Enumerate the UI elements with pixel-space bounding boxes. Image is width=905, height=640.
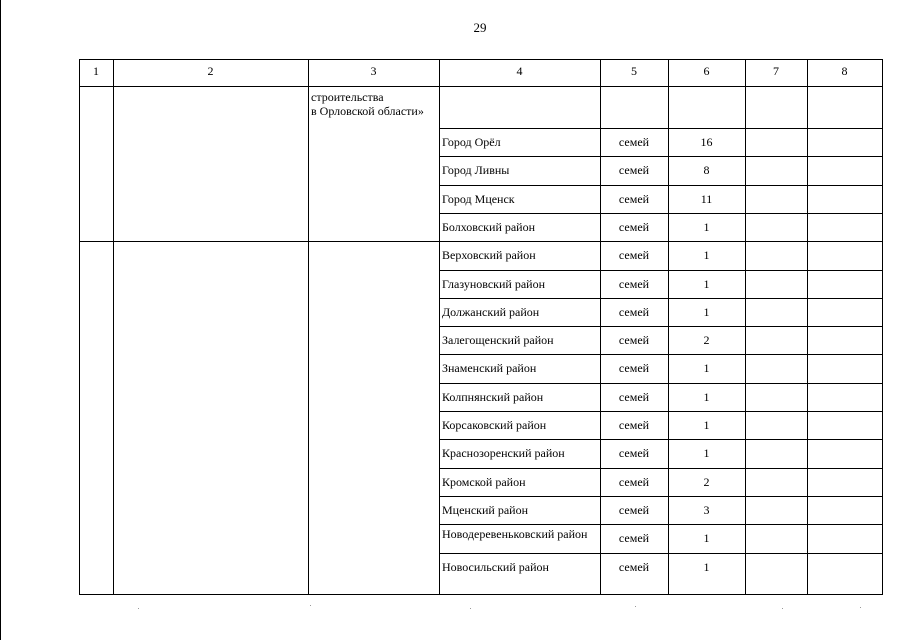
table-row-name: Город Мценск	[442, 192, 515, 206]
table-row-name: Город Орёл	[442, 135, 501, 149]
table-row-value: 1	[703, 361, 710, 375]
column-header-6: 6	[703, 64, 710, 78]
row-border-14	[439, 524, 883, 525]
table-row-value: 1	[703, 248, 710, 262]
table-row-name: Должанский район	[442, 305, 540, 319]
column-border-2	[308, 59, 309, 595]
table-row-value: 1	[703, 305, 710, 319]
table-row-name: Мценский район	[442, 503, 529, 517]
table-row-name: Кромской район	[442, 475, 526, 489]
column-border-6	[745, 59, 746, 595]
table-row-unit: семей	[618, 475, 650, 489]
table-row-name: Новосильский район	[442, 560, 549, 574]
table-row-value: 2	[703, 475, 710, 489]
table-row-unit: семей	[618, 192, 650, 206]
table-row-unit: семей	[618, 277, 650, 291]
column-header-2: 2	[207, 64, 214, 78]
row-border-11	[439, 439, 883, 440]
column-header-4: 4	[516, 64, 523, 78]
column-border-7	[807, 59, 808, 595]
row-border-13	[439, 496, 883, 497]
scan-dot	[310, 605, 311, 606]
table-row-value: 1	[703, 560, 710, 574]
page-number: 29	[473, 20, 487, 35]
table-row-unit: семей	[618, 163, 650, 177]
table-row-name: Знаменский район	[442, 361, 537, 375]
column-border-8	[882, 59, 883, 595]
column-header-7: 7	[773, 64, 779, 78]
scan-dot	[138, 608, 139, 609]
row-border-6	[439, 298, 883, 299]
row-border-15	[439, 553, 883, 554]
column-border-3	[439, 59, 440, 595]
scan-dot	[860, 607, 861, 608]
table-row-value: 2	[703, 333, 710, 347]
table-row-unit: семей	[618, 560, 650, 574]
table-row-unit: семей	[618, 418, 650, 432]
scan-dot	[635, 606, 636, 607]
table-row-value: 1	[703, 390, 710, 404]
table-row-value: 1	[703, 446, 710, 460]
table-row-name: Краснозоренский район	[442, 446, 565, 460]
table-row-unit: семей	[618, 135, 650, 149]
table-row-value: 1	[703, 418, 710, 432]
row-border-1	[439, 156, 883, 157]
table-row-name: Залегощенский район	[442, 333, 554, 347]
scan-dot	[782, 608, 783, 609]
page-left-edge	[0, 0, 1, 640]
row-border-10	[439, 411, 883, 412]
row-border-3	[439, 213, 883, 214]
row-border-4	[439, 241, 883, 242]
row-border-0	[439, 128, 883, 129]
table-row-name: Глазуновский район	[442, 277, 546, 291]
column-header-1: 1	[93, 64, 99, 78]
row-border-12	[439, 468, 883, 469]
column-header-8: 8	[841, 64, 848, 78]
column-border-1	[113, 59, 114, 595]
group-separator	[79, 241, 440, 242]
table-row-value: 3	[703, 503, 710, 517]
table-row-value: 1	[703, 220, 710, 234]
table-row-unit: семей	[618, 248, 650, 262]
table-top-border	[79, 59, 883, 60]
table-row-unit: семей	[618, 503, 650, 517]
table-row-value: 1	[703, 277, 710, 291]
table-row-name: Колпнянский район	[442, 390, 544, 404]
table-row-unit: семей	[618, 333, 650, 347]
table-row-unit: семей	[618, 390, 650, 404]
row-border-5	[439, 270, 883, 271]
table-row-name: Болховский район	[442, 220, 536, 234]
column-header-3: 3	[370, 64, 377, 78]
table-row-unit: семей	[618, 305, 650, 319]
table-row-value: 11	[700, 192, 713, 206]
row-border-8	[439, 354, 883, 355]
table-row-name: Корсаковский район	[442, 418, 547, 432]
table-row-unit: семей	[618, 361, 650, 375]
table-row-unit: семей	[618, 220, 650, 234]
table-row-name: Новодеревеньковский район	[442, 527, 588, 541]
table-row-value: 1	[703, 531, 710, 545]
row-border-7	[439, 326, 883, 327]
scan-dot	[470, 608, 471, 609]
table-row-unit: семей	[618, 531, 650, 545]
column3-text: строительства в Орловской области»	[311, 90, 424, 118]
table-bottom-border	[79, 594, 883, 595]
table-row-value: 16	[700, 135, 713, 149]
column-header-5: 5	[631, 64, 637, 78]
table-row-name: Верховский район	[442, 248, 536, 262]
header-bottom-border	[79, 86, 883, 87]
table-row-name: Город Ливны	[442, 163, 510, 177]
row-border-2	[439, 185, 883, 186]
column-border-0	[79, 59, 80, 595]
table-row-unit: семей	[618, 446, 650, 460]
table-row-value: 8	[703, 163, 710, 177]
row-border-9	[439, 383, 883, 384]
